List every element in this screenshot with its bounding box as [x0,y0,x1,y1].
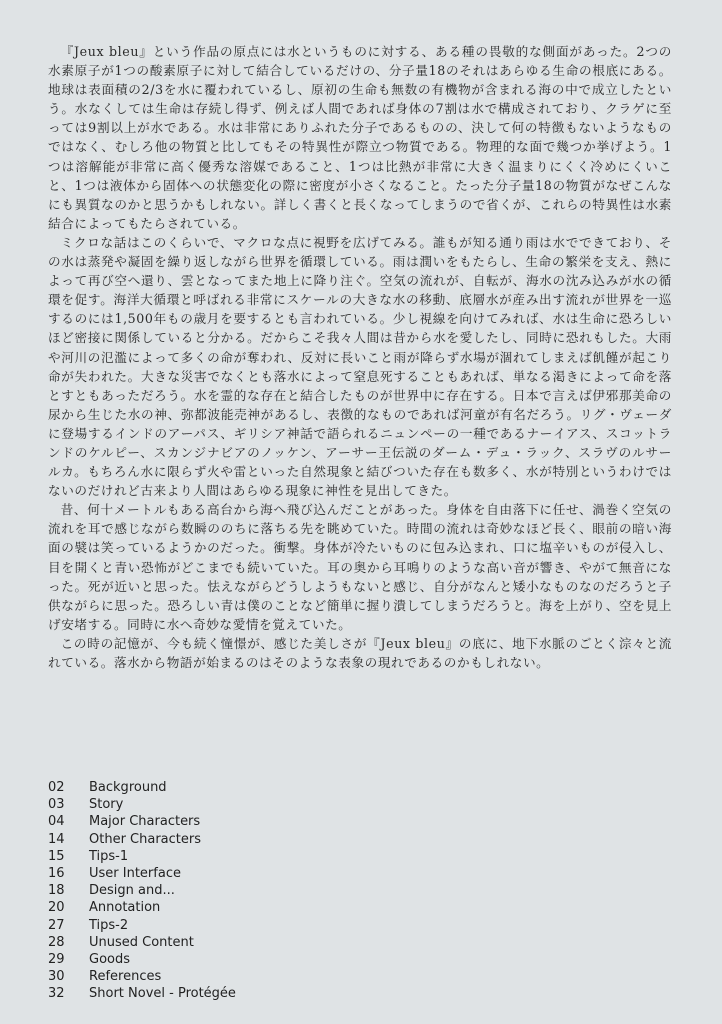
toc-entry[interactable] [48,882,236,899]
toc-page-number: 32 [48,986,65,1002]
toc-entry[interactable] [48,848,236,865]
toc-entry[interactable] [48,934,236,951]
toc-page-number: 16 [48,866,65,882]
toc-entry[interactable] [48,951,236,968]
toc-page-number: 04 [48,814,65,830]
toc-title: Other Characters [89,831,201,847]
toc-title: Story [89,797,124,813]
toc-page-number: 30 [48,969,65,985]
toc-page-number: 03 [48,797,65,813]
toc-title: Major Characters [89,814,201,830]
toc-entry[interactable] [48,865,236,882]
toc-title: References [89,969,162,985]
toc-page-number: 14 [48,831,65,847]
toc-page-number: 29 [48,952,65,968]
toc-title: Short Novel - Protégée [89,986,236,1002]
toc-page-number: 02 [48,780,65,795]
toc-title: Tips-2 [89,917,129,933]
toc-entry[interactable] [48,968,236,985]
toc-page-number: 28 [48,934,65,950]
toc-entry[interactable] [48,985,236,1002]
toc-entry[interactable] [48,813,236,830]
toc-title: Goods [89,952,131,968]
toc-entry[interactable] [48,899,236,916]
toc-title: User Interface [89,866,181,882]
toc-entry[interactable] [48,831,236,848]
toc-page-number: 27 [48,917,65,933]
essay-paragraph-4: この時の記憶が、今も続く憧憬が、感じた美しさが『Jeux bleu』の底に、地下水脈のごとく淙々と流れている。落水から物語が始まるのはそのような表象の現れであるのかもしれない。 [48,635,672,670]
toc-page-number: 18 [48,883,65,899]
essay-paragraph-3: 昔、何十メートルもある高台から海へ飛び込んだことがあった。身体を自由落下に任せ、渦巻く空気の流れを耳で感じながら数瞬ののちに落ちる先を眺めていた。時間の流れは奇妙なほど長く、眼前の暗い海面の襞は笑っているようかのだった。衝撃。身体が冷たいものに包み込まれ、口に塩辛いものが侵入し、目を開くと青い恐怖がどこまでも続いていた。耳の奥から耳鳴りのような高い音が響き、やがて無音になった。死が近いと思った。怯えながらどうしようもないと感じ、自分がなんと矮小なものなのだろうと子供ながらに思った。恐ろしい青は僕のことなど簡単に握り潰してしまうだろうと。海を上がり、空を見上げ安堵する。同時に水へ奇妙な愛情を覚えていた。 [48,502,672,632]
toc-page-number: 15 [48,848,65,864]
essay-body [48,42,672,672]
toc-entry[interactable] [48,917,236,934]
toc-entry[interactable] [48,796,236,813]
toc-title: Design and... [89,883,175,899]
table-of-contents [48,779,236,1003]
toc-entry[interactable] [48,779,236,796]
toc-title: Unused Content [89,934,194,950]
toc-page-number: 20 [48,900,65,916]
toc-title: Background [89,780,167,795]
toc-title: Annotation [89,900,161,916]
essay-paragraph-1: 『Jeux bleu』という作品の原点には水というものに対する、ある種の畏敬的な側面があった。2つの水素原子が1つの酸素原子に対して結合しているだけの、分子量18のそれはあらゆる生命の根底にある。地球は表面積の2/3を水に覆われているし、原初の生命も無数の有機物が含まれる海の中で成立したという。水なくしては生命は存続し得ず、例えば人間であれば身体の7割は水で構成されており、クラゲに至っては9割以上が水である。水は非常にありふれた分子であるものの、決して何の特徴もないようなものではなく、むしろ他の物質と比してもその特異性が際立つ物質である。物理的な面で幾つか挙げよう。1つは溶解能が非常に高く優秀な溶媒であること、1つは比熱が非常に大きく温まりにくく冷めにくいこと、1つは液体から固体への状態変化の際に密度が小さくなること。たった分子量18の物質がなぜこんなにも異質なのかと思うかもしれない。詳しく書くと長くなってしまうので省くが、これらの特異性は水素結合によってもたらされている。 [48,44,672,231]
essay-paragraph-2: ミクロな話はこのくらいで、マクロな点に視野を広げてみる。誰もが知る通り雨は水でできており、その水は蒸発や凝固を繰り返しながら世界を循環している。雨は潤いをもたらし、生命の繁栄を支え、熱によって再び空へ還り、雲となってまた地上に降り注ぐ。空気の流れが、自転が、海水の沈み込みが水の循環を促す。海洋大循環と呼ばれる非常にスケールの大きな水の移動、底層水が産み出す流れが世界を一巡するのには1,500年もの歳月を要するとも言われている。少し視線を向けてみれば、水は生命に恐ろしいほど密接に関係していると分かる。だからこそ我々人間は昔から水を愛したし、同時に恐れもした。大雨や河川の氾濫によって多くの命が奪われ、反対に長いこと雨が降らず水場が涸れてしまえば飢饉が起こり命が失われた。大きな災害でなくとも落水によって窒息死することもあれば、単なる渇きによって命を落とすともあっただろう。水を霊的な存在と結合したものが世界中に存在する。日本で言えば伊邪那美命の尿から生じた水の神、弥都波能売神があるし、表徴的なものであれば河童が有名だろう。リグ・ヴェーダに登場するインドのアーパス、ギリシア神話で語られるニュンペーの一種であるナーイアス、スコットランドのケルピー、スカンジナビアのノッケン、アーサー王伝説のダーム・デュ・ラック、スラヴのルサールカ。もちろん水に限らず火や雷といった自然現象と結びついた存在も数多く、水が特別というわけではないのだけれど古来より人間はあらゆる現象に神性を見出してきた。 [48,234,672,499]
toc-title: Tips-1 [89,848,129,864]
